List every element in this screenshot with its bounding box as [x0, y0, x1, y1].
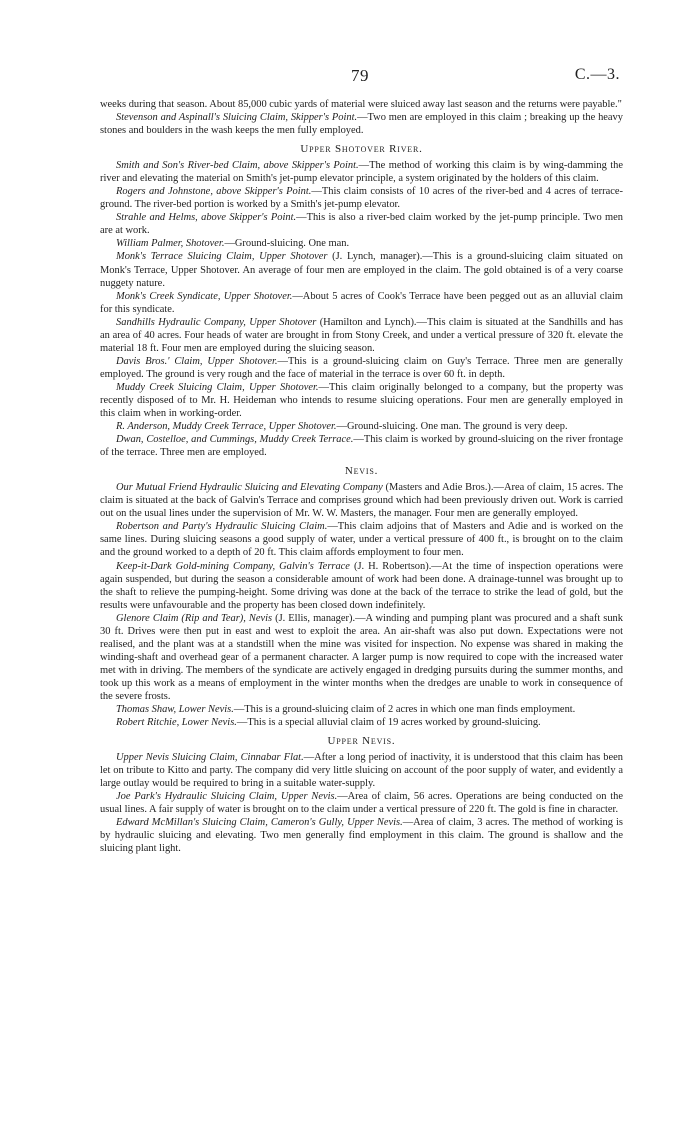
claim-description: —About 5 acres of Cook's Terrace have been pegged out as an alluvial claim for this syndicate. [100, 290, 624, 315]
claim-name: Robertson and Party's Hydraulic Sluicing Claim. [116, 521, 328, 533]
claim-name: Davis Bros.' Claim, Upper Shotover. [116, 355, 278, 367]
claim-name: Keep-it-Dark Gold-mining Company, Galvin's Terrace [116, 560, 350, 572]
claim-description: —This claim is worked by ground-sluicing on the river frontage of the terrace. Three men are employed. [100, 434, 623, 459]
claim-description: —This is a ground-sluicing claim of 2 acres in which one man finds employment. [233, 704, 576, 716]
claim-description: —The method of working this claim is by wing-damming the river and elevating the material on Smith's jet-pump elevator principle, a system originated by the holders of this claim. [100, 160, 623, 185]
paragraph [100, 481, 623, 520]
paragraph [100, 816, 623, 855]
paragraph [100, 211, 623, 237]
document-code: C.—3. [574, 66, 620, 83]
document-body [100, 98, 623, 855]
paragraph [100, 290, 623, 316]
paragraph [100, 751, 623, 790]
claim-name: Strahle and Helms, above Skipper's Point. [116, 212, 297, 224]
claim-name: Monk's Terrace Sluicing Claim, Upper Shotover [116, 251, 328, 263]
paragraph [100, 185, 623, 211]
claim-name: Stevenson and Aspinall's Sluicing Claim, Skipper's Point. [116, 112, 358, 124]
claim-description: —This claim consists of 10 acres of the river-bed and 4 acres of terrace-ground. The river-bed portion is worked by a Smith's jet-pump elevator. [100, 186, 623, 211]
paragraph [100, 612, 623, 703]
page-header [100, 66, 620, 88]
claim-name: Robert Ritchie, Lower Nevis. [116, 717, 237, 729]
claim-description: —This is also a river-bed claim worked by the jet-pump principle. Two men are at work. [100, 212, 623, 237]
claim-description: —Ground-sluicing. One man. [224, 238, 350, 250]
claim-description: —This claim adjoins that of Masters and Adie and is worked on the same lines. During sluicing seasons a good supply of water, under a vertical pressure of 400 ft., is brought on to the claim and the ground worked to a depth of 20 ft. This claim affords employment to four men. [100, 521, 623, 559]
paragraph [100, 433, 623, 459]
paragraph [100, 703, 623, 716]
claim-description: (Hamilton and Lynch).—This claim is situated at the Sandhills and has an area of 40 acres. Four heads of water are brought in from Stony Creek, and under a vertical pressure of 320 ft. elevate the material 18 ft. Four men are employed during the sluicing season. [100, 316, 623, 354]
claim-description: —This is a special alluvial claim of 19 acres worked by ground-sluicing. [236, 717, 541, 729]
claim-name: Edward McMillan's Sluicing Claim, Cameron's Gully, Upper Nevis. [116, 817, 403, 829]
claim-description: —After a long period of inactivity, it is understood that this claim has been let on tribute to Kitto and party. The company did very little sluicing on account of the poor supply of water, and evidently a large outlay would be required to bring in a suitable water-supply. [100, 752, 623, 790]
section-heading: Upper Shotover River. [300, 143, 423, 156]
paragraph [100, 560, 623, 612]
paragraph [100, 790, 623, 816]
section-heading: Nevis. [344, 465, 379, 478]
paragraph [100, 420, 623, 433]
paragraph [100, 237, 623, 250]
claim-name: Glenore Claim (Rip and Tear), Nevis [116, 612, 273, 624]
page-number: 79 [351, 66, 369, 85]
paragraph [100, 381, 623, 420]
claim-description: —Area of claim, 3 acres. The method of working is by hydraulic sluicing and elevating. Two men generally find employment in this claim. The ground is shallow and the sluicing plant light. [100, 817, 623, 855]
paragraph [100, 520, 623, 559]
claim-name: Joe Park's Hydraulic Sluicing Claim, Upper Nevis. [116, 791, 338, 803]
claim-name: Upper Nevis Sluicing Claim, Cinnabar Flat. [116, 752, 304, 764]
claim-description: (J. H. Robertson).—At the time of inspection operations were again suspended, but during the season a considerable amount of work had been done. A drainage-tunnel was brought up to the shaft to relieve the pumping-height. Some driving was done at the back of the terrace to strike the lead of gold, but the results were unfavourable and the property has been closed down indefinitely. [100, 560, 623, 611]
paragraph [100, 250, 623, 289]
claim-description: —Two men are employed in this claim ; breaking up the heavy stones and boulders in the wash keeps the men fully employed. [100, 112, 623, 137]
paragraph [100, 111, 623, 137]
claim-description: —This is a ground-sluicing claim on Guy's Terrace. Three men are generally employed. The ground is very rough and the face of material in the terrace is over 60 ft. in depth. [100, 355, 623, 380]
claim-name: Our Mutual Friend Hydraulic Sluicing and Elevating Company [116, 482, 383, 494]
claim-name: Muddy Creek Sluicing Claim, Upper Shotover. [116, 381, 319, 393]
paragraph: weeks during that season. About 85,000 cubic yards of material were sluiced away last season and the returns were payable." [100, 99, 622, 110]
paragraph [100, 716, 623, 729]
claim-description: (Masters and Adie Bros.).—Area of claim, 15 acres. The claim is situated at the back of Galvin's Terrace and comprises ground which had been previously driven out. Work is carried out on the usual lines under the supervision of Mr. W. W. Masters, the manager. Four men are generally employed. [100, 482, 623, 520]
paragraph [100, 159, 623, 185]
claim-name: Monk's Creek Syndicate, Upper Shotover. [116, 290, 293, 302]
claim-name: Sandhills Hydraulic Company, Upper Shotover [116, 316, 317, 328]
paragraph [100, 316, 623, 355]
claim-description: (J. Ellis, manager).—A winding and pumping plant was procured and a shaft sunk 30 ft. Drives were then put in east and west to exploit the area. An air-shaft was also put down. Expectations were not realised, and the plant was at a standstill when the mine was visited for inspection. No expense was shared in making the winding-shaft and overhead gear of a permanent character. A larger pump is now required to cope with the increased water met with in driving. The members of the syndicate are actively engaged in dredging pursuits during the summer months, and took up this work as a means of employment in the winter months when the dredges are unable to work in consequence of the severe frosts. [100, 612, 623, 702]
claim-description: —Area of claim, 56 acres. Operations are being conducted on the usual lines. A fair supply of water is brought on to the claim under a vertical pressure of 220 ft. The gold is fine in character. [100, 791, 623, 816]
claim-name: Thomas Shaw, Lower Nevis. [116, 704, 234, 716]
claim-name: William Palmer, Shotover. [116, 238, 225, 250]
claim-name: Smith and Son's River-bed Claim, above Skipper's Point. [116, 160, 359, 172]
claim-description: —This claim originally belonged to a company, but the property was recently disposed of to Mr. H. Heideman who intends to resume sluicing operations. Four men are generally employed in this claim when in working-order. [100, 381, 624, 420]
claim-name: Dwan, Costelloe, and Cummings, Muddy Creek Terrace. [116, 434, 354, 446]
claim-description: (J. Lynch, manager).—This is a ground-sluicing claim situated on Monk's Terrace, Upper Shotover. An average of four men are employed in the claim. The gold obtained is of a very coarse nuggety nature. [100, 251, 623, 289]
paragraph [100, 355, 623, 381]
section-heading: Upper Nevis. [327, 735, 396, 748]
claim-name: Rogers and Johnstone, above Skipper's Point. [116, 186, 312, 198]
claim-description: —Ground-sluicing. One man. The ground is very deep. [336, 421, 568, 433]
claim-name: R. Anderson, Muddy Creek Terrace, Upper Shotover. [116, 421, 337, 433]
